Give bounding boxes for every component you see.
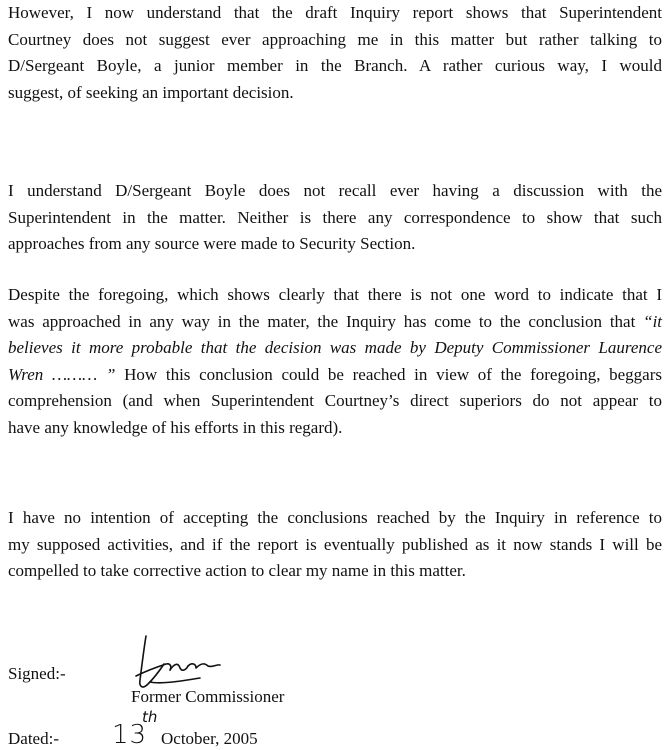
quoted-text-line: believes it more probable that the decision was made by Deputy Commissioner Laurence — [8, 338, 662, 357]
handwritten-date-suffix: th — [142, 708, 158, 726]
text-line — [8, 362, 662, 389]
text-line: Courtney does not suggest ever approaching me in this matter but rather talking to — [8, 29, 662, 49]
text-line: Despite the foregoing, which shows clearly that there is not one word to indicate that I — [8, 285, 662, 304]
text-line: comprehension (and when Superintendent Courtney’s direct superiors do not appear to — [8, 391, 662, 410]
text-line: my supposed activities, and if the report is eventually published as it now stands I will be — [8, 534, 662, 554]
text-line: Superintendent in the matter. Neither is there any correspondence to show that such — [8, 207, 662, 227]
quoted-text: Wren ……… ” — [8, 364, 116, 384]
text-line: D/Sergeant Boyle, a junior member in the Branch. A rather curious way, I would — [8, 56, 662, 75]
signatory-title: Former Commissioner — [131, 687, 285, 706]
text-segment: How this conclusion could be reached in view of the foregoing, beggars — [124, 364, 662, 384]
paragraph-inquiry-conclusion — [8, 282, 662, 441]
text-line: I understand D/Sergeant Boyle does not recall ever having a discussion with the — [8, 181, 662, 200]
text-line — [8, 309, 662, 336]
text-line: approaches from any source were made to Security Section. — [8, 234, 416, 253]
text-line: I have no intention of accepting the conclusions reached by the Inquiry in reference to — [8, 508, 662, 527]
text-segment: was approached in any way in the mater, the Inquiry has come to the conclusion that — [8, 311, 636, 331]
date-month-year: October, 2005 — [161, 729, 258, 748]
text-line: compelled to take corrective action to clear my name in this matter. — [8, 561, 466, 580]
text-line: suggest, of seeking an important decision. — [8, 82, 294, 102]
paragraph-corrective-action — [8, 505, 662, 585]
paragraph-boyle-recall — [8, 178, 662, 258]
text-line: have any knowledge of his efforts in this regard). — [8, 417, 343, 437]
handwritten-date-day: 13 — [112, 720, 148, 750]
text-line: However, I now understand that the draft Inquiry report shows that Superintendent — [8, 3, 662, 22]
dated-label: Dated:- — [8, 729, 59, 748]
quoted-text: “it — [643, 311, 663, 331]
paragraph-draft-report — [8, 0, 662, 106]
signed-label: Signed:- — [8, 664, 66, 683]
